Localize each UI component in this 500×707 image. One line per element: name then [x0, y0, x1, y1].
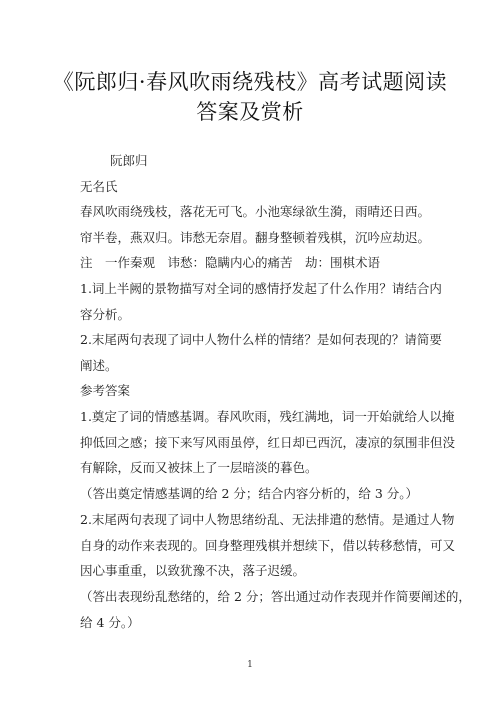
answer-1-line: 抑低回之感；接下来写风雨虽停，红日却已西沉，凄凉的氛围非但没 [80, 435, 456, 450]
page-number: 1 [247, 660, 253, 670]
answer-1-line: 1.奠定了词的情感基调。春风吹雨，残红满地，词一开始就给人以掩 [80, 409, 455, 424]
answer-2-line: 因心事重重，以致犹豫不决，落子迟缓。 [80, 563, 306, 578]
answer-2-grading-continued: 给 4 分。） [80, 615, 140, 630]
answer-2-line: 自身的动作来表现的。回身整理残棋并想续下，借以转移愁情，可又 [80, 538, 456, 553]
answer-1-line: 有解除，反而又被抹上了一层暗淡的暮色。 [80, 460, 318, 475]
poem-note: 注 一作秦观 讳愁：隐瞒内心的痛苦 劫：围棋术语 [80, 255, 381, 270]
poem-line: 帘半卷，燕双归。讳愁无奈眉。翻身整顿着残棋，沉吟应劫迟。 [80, 230, 431, 245]
answer-1-grading: （答出奠定情感基调的给 2 分；结合内容分析的，给 3 分。） [80, 486, 419, 501]
poem-line: 春风吹雨绕残枝，落花无可飞。小池寒绿欲生漪，雨晴还日西。 [80, 204, 431, 219]
answer-2-line: 2.末尾两句表现了词中人物思绪纷乱、无法排遣的愁情。是通过人物 [80, 512, 455, 527]
document-title-line-2: 答案及赏析 [196, 100, 304, 124]
question-1-continued: 容分析。 [80, 307, 131, 322]
poem-author: 无名氏 [80, 179, 118, 194]
document-title-line-1: 《阮郎归·春风吹雨绕残枝》高考试题阅读 [52, 70, 448, 94]
question-2: 2.末尾两句表现了词中人物什么样的情绪？是如何表现的？请简要 [80, 332, 442, 347]
answer-header: 参考答案 [80, 383, 131, 398]
question-1: 1.词上半阙的景物描写对全词的感情抒发起了什么作用？请结合内 [80, 281, 442, 296]
answer-2-grading: （答出表现纷乱愁绪的，给 2 分；答出通过动作表现并作简要阐述的， [80, 589, 471, 604]
poem-title: 阮郎归 [110, 153, 148, 168]
question-2-continued: 阐述。 [80, 358, 118, 373]
